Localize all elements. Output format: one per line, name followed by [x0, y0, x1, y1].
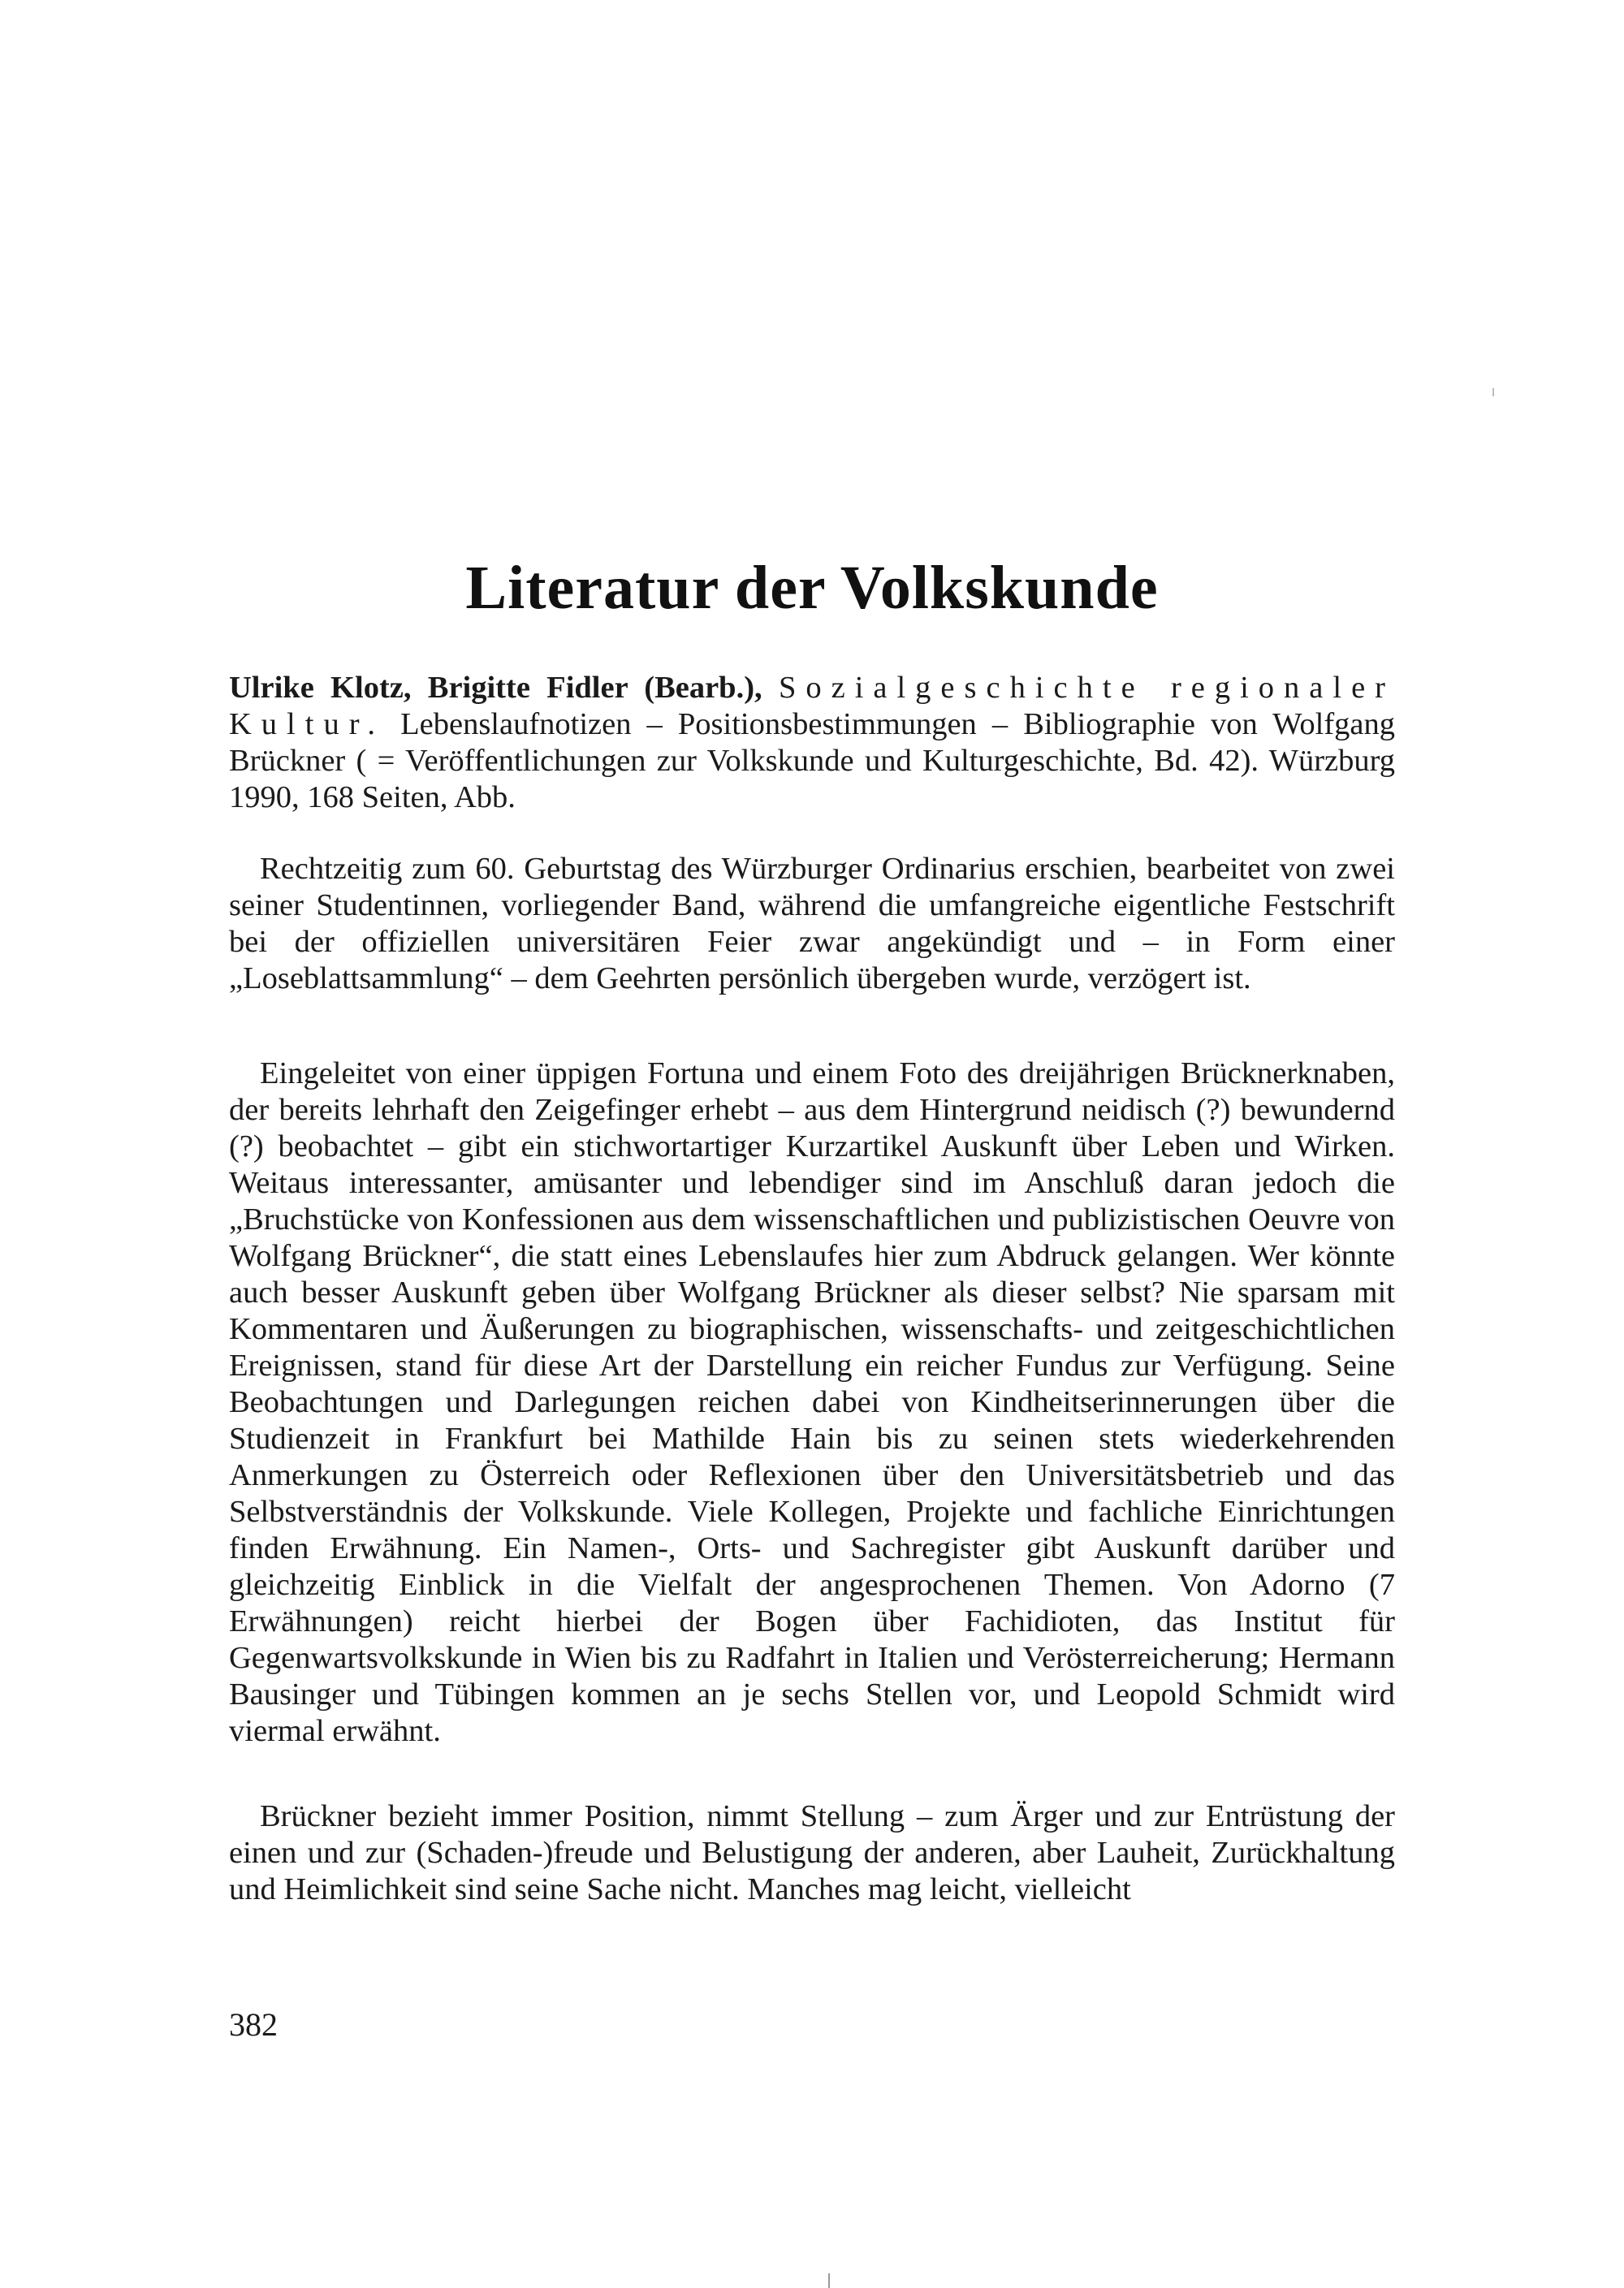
- bibliography-title-part-2: Kultur.: [229, 707, 386, 741]
- bibliography-authors: Ulrike Klotz, Brigitte Fidler (Bearb.),: [229, 671, 762, 705]
- page-number: 382: [229, 2006, 278, 2043]
- paragraph-2: Eingeleitet von einer üppigen Fortuna und einem Foto des dreijährigen Brücknerknaben, der bereits lehrhaft den Zeigefinger erhebt – aus dem Hintergrund neidisch (?) bewundernd (?) beobachtet – gibt ein stichwortartiger Kurzartikel Auskunft über Leben und Wirken. Weitaus interessanter, amüsanter und lebendiger sind im Anschluß daran jedoch die „Bruchstücke von Konfessionen aus dem wissenschaftlichen und publizistischen Oeuvre von Wolfgang Brückner“, die statt eines Lebenslaufes hier zum Abdruck gelangen. Wer könnte auch besser Auskunft geben über Wolfgang Brückner als dieser selbst? Nie sparsam mit Kommentaren und Äußerungen zu biographischen, wissenschafts- und zeitgeschichtlichen Ereignissen, stand für diese Art der Darstellung ein reicher Fundus zur Verfügung. Seine Beobachtungen und Darlegungen reichen dabei von Kindheitserinnerungen über die Studienzeit in Frankfurt bei Mathilde Hain bis zu seinen stets wiederkehrenden Anmerkungen zu Österreich oder Reflexionen über den Universitätsbetrieb und das Selbstverständnis der Volkskunde. Viele Kollegen, Projekte und fachliche Einrichtungen finden Erwähnung. Ein Namen-, Orts- und Sachregister gibt Auskunft darüber und gleichzeitig Einblick in die Vielfalt der angesprochenen Themen. Von Adorno (7 Erwähnungen) reicht hierbei der Bogen über Fachidioten, das Institut für Gegenwartsvolkskunde in Wien bis zu Radfahrt in Italien und Verösterreicherung; Hermann Bausinger und Tübingen kommen an je sechs Stellen vor, und Leopold Schmidt wird viermal erwähnt.: [229, 1056, 1395, 1748]
- bibliography-line-rest: [229, 706, 1395, 816]
- scan-mark-bottom: [828, 2273, 830, 2288]
- bibliography-entry: [229, 670, 1395, 816]
- bibliography-title-part-1: Sozialgeschichte regionaler: [778, 671, 1395, 705]
- bibliography-line-1: [229, 670, 1395, 706]
- scan-mark: [1492, 388, 1494, 396]
- paragraph-3: Brückner bezieht immer Position, nimmt Stellung – zum Ärger und zur Entrüstung der einen und zur (Schaden-)freude und Belustigung der anderen, aber Lauheit, Zurückhaltung und Heimlichkeit sind seine Sache nicht. Manches mag leicht, vielleicht: [229, 1799, 1395, 1906]
- page-title: Literatur der Volkskunde: [465, 553, 1159, 622]
- paragraph-1: Rechtzeitig zum 60. Geburtstag des Würzburger Ordinarius erschien, bearbeitet von zwei seiner Studentinnen, vorliegender Band, während die umfangreiche eigentliche Festschrift bei der offiziellen universitären Feier zwar angekündigt und – in Form einer „Loseblattsammlung“ – dem Geehrten persönlich übergeben wurde, verzögert ist.: [229, 852, 1395, 995]
- bibliography-details: Lebenslaufnotizen – Positionsbestimmungen – Bibliographie von Wolfgang Brückner ( = Veröffentlichungen zur Volkskunde und Kulturgeschichte, Bd. 42). Würzburg 1990, 168 Seiten, Abb.: [229, 707, 1396, 814]
